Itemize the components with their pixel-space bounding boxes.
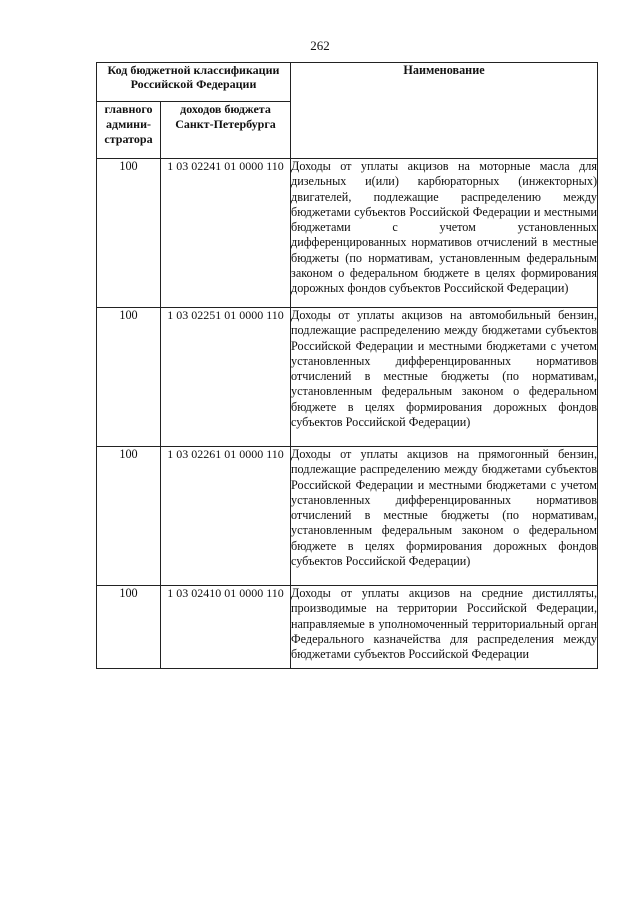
header-chief-administrator: главного админи-стратора <box>97 102 161 159</box>
income-name: Доходы от уплаты акцизов на моторные масла для дизельных и(или) карбюраторных (инжекторных) двигателей, подлежащие распределению между бюджетами субъектов Российской Федерации и местными бюджетами с учетом установленных дифференцированных нормативов отчислений в местные бюджеты (по нормативам, установленным федеральным законом о федеральном бюджете в целях формирования дорожных фондов субъектов Российской Федерации) <box>291 159 598 308</box>
administrator-code: 100 <box>97 159 161 308</box>
budget-classification-table <box>96 62 598 669</box>
header-budget-income: доходов бюджета Санкт-Петербурга <box>161 102 291 159</box>
income-code: 1 03 02410 01 0000 110 <box>161 586 291 669</box>
header-budget-classification-code: Код бюджетной классификации Российской Федерации <box>97 63 291 102</box>
table-row <box>97 447 598 586</box>
table-row <box>97 308 598 447</box>
income-name: Доходы от уплаты акцизов на средние дистилляты, производимые на территории Российской Федерации, направляемые в уполномоченный территориальный орган Федерального казначейства для распределения между бюджетами субъектов Российской Федерации <box>291 586 598 669</box>
income-code: 1 03 02261 01 0000 110 <box>161 447 291 586</box>
header-name: Наименование <box>291 63 598 159</box>
income-name: Доходы от уплаты акцизов на автомобильный бензин, подлежащие распределению между бюджетами субъектов Российской Федерации и местными бюджетами с учетом установленных дифференцированных нормативов отчислений в местные бюджеты (по нормативам, установленным федеральным законом о федеральном бюджете в целях формирования дорожных фондов субъектов Российской Федерации) <box>291 308 598 447</box>
table-row <box>97 159 598 308</box>
page-number: 262 <box>310 38 330 53</box>
income-code: 1 03 02241 01 0000 110 <box>161 159 291 308</box>
income-code: 1 03 02251 01 0000 110 <box>161 308 291 447</box>
income-name: Доходы от уплаты акцизов на прямогонный бензин, подлежащие распределению между бюджетами субъектов Российской Федерации и местными бюджетами с учетом установленных дифференцированных нормативов отчислений в местные бюджеты (по нормативам, установленным федеральным законом о федеральном бюджете в целях формирования дорожных фондов субъектов Российской Федерации) <box>291 447 598 586</box>
administrator-code: 100 <box>97 308 161 447</box>
administrator-code: 100 <box>97 586 161 669</box>
table-row <box>97 586 598 669</box>
administrator-code: 100 <box>97 447 161 586</box>
